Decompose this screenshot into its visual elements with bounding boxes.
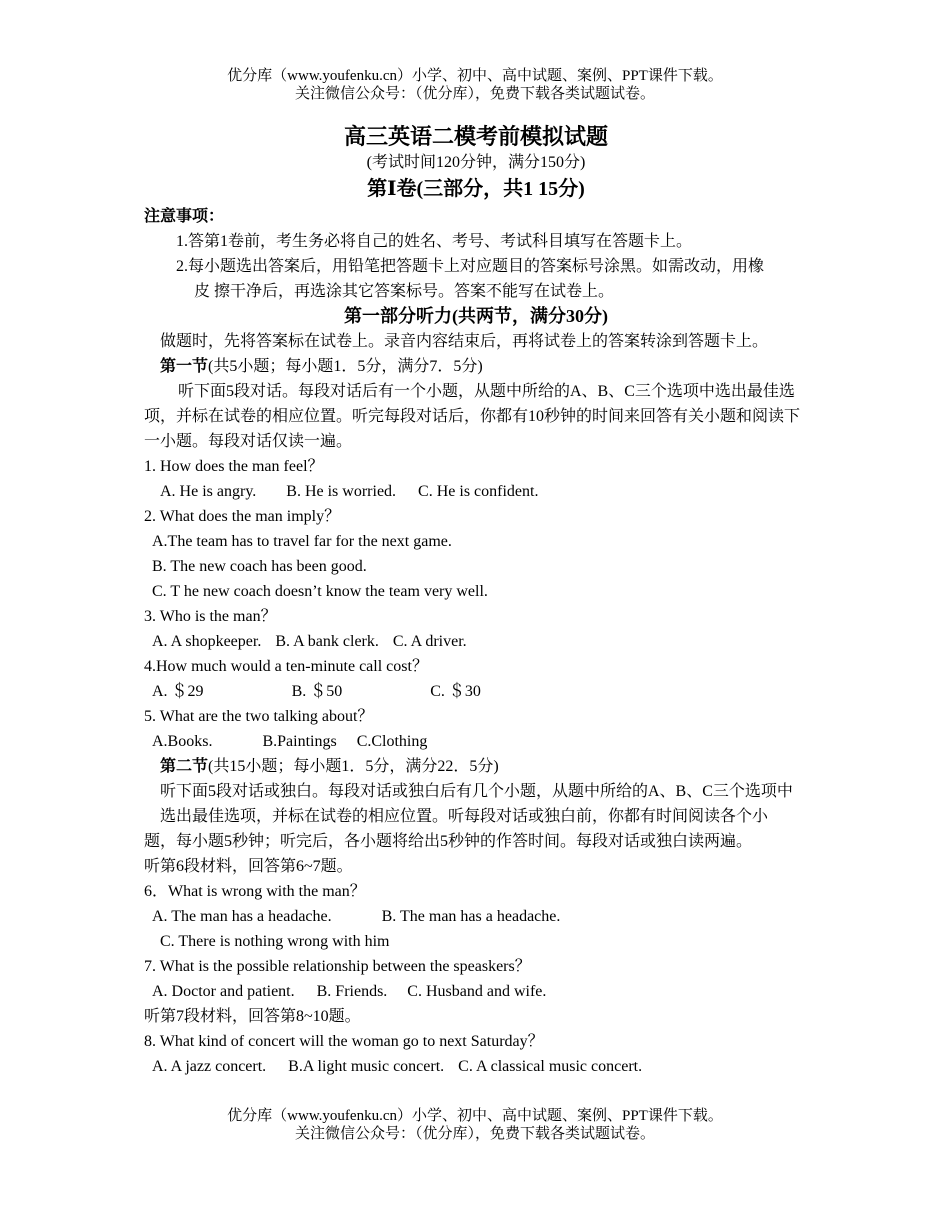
option-b: B. Friends. [316,983,388,1000]
option-b: B. The new coach has been good. [152,558,367,575]
question-7 [144,954,808,1004]
part1-title: 第一部分听力(共两节，满分30分) [344,306,608,326]
exam-content [144,120,808,1079]
option-c: C. Husband and wife. [407,983,547,1000]
header-line-1: 优分库（www.youfenku.cn）小学、初中、高中试题、案例、PPT课件下载。 [227,68,723,84]
page-footer [0,1107,950,1143]
section2-info: (共15小题；每小题1．5分，满分22．5分) [208,758,499,775]
section2-directions-line-2: 题，每小题5秒钟；听完后，各小题将给出5秒钟的作答时间。每段对话或独白读两遍。 [144,833,753,850]
option-c: C. T he new coach doesn’t know the team very well. [152,583,488,600]
question-stem: 8. What kind of concert will the woman go to next Saturday？ [144,1033,544,1050]
option-a: A. Doctor and patient. [152,983,295,1000]
question-options [144,729,808,754]
question-options [144,904,808,929]
question-stem: 4.How much would a ten-minute call cost？ [144,658,428,675]
question-options [144,479,808,504]
exam-title: 高三英语二模考前模拟试题 [343,124,608,149]
footer-line-1: 优分库（www.youfenku.cn）小学、初中、高中试题、案例、PPT课件下载。 [227,1108,723,1124]
option-b: B. ＄50 [291,683,343,700]
option-c: C.Clothing [356,733,428,750]
option-c: C. A driver. [392,633,467,650]
section1-label: 第一节 [160,358,209,375]
question-options [144,679,808,704]
question-2 [144,504,808,604]
option-a: A. The man has a headache. [152,908,332,925]
option-b: B. A bank clerk. [275,633,379,650]
volume-title: 第Ⅰ卷(三部分，共1 15分) [367,178,585,200]
question-options [144,1054,808,1079]
question-stem: 7. What is the possible relationship between the speaskers？ [144,958,531,975]
exam-subtitle: (考试时间120分钟，满分150分) [366,154,586,171]
option-a: A. ＄29 [152,683,204,700]
section1-directions: 听下面5段对话。每段对话后有一个小题，从题中所给的A、B、C三个选项中选出最佳选项，并标在试卷的相应位置。听完每段对话后，你都有10秒钟的时间来回答有关小题和阅读下一小题。每段对话仅读一遍。 [144,383,801,450]
option-b: B. The man has a headache. [381,908,561,925]
question-stem: 1. How does the man feel？ [144,458,324,475]
question-stem: 3. Who is the man？ [144,608,277,625]
header-line-2: 关注微信公众号：（优分库），免费下载各类试题试卷。 [294,86,655,102]
option-c: C. He is confident. [418,483,539,500]
question-8 [144,1029,808,1079]
notes-heading: 注意事项： [144,208,225,225]
option-c: C. ＄30 [430,683,481,700]
material-7-instruction: 听第7段材料，回答第8~10题。 [144,1008,361,1025]
section2-label: 第二节 [160,758,209,775]
question-6 [144,879,808,954]
part1-instruction: 做题时，先将答案标在试卷上。录音内容结束后，再将试卷上的答案转涂到答题卡上。 [160,333,769,350]
question-5 [144,704,808,754]
option-a: A. A jazz concert. [152,1058,267,1075]
question-options [144,979,808,1004]
option-c: C. A classical music concert. [458,1058,643,1075]
option-a: A. A shopkeeper. [152,633,262,650]
question-1 [144,454,808,504]
section2-directions-line-1: 听下面5段对话或独白。每段对话或独白后有几个小题，从题中所给的A、B、C三个选项中选出最佳选项，并标在试卷的相应位置。听每段对话或独白前，你都有时间阅读各个小 [160,783,793,825]
option-b: B. He is worried. [286,483,397,500]
option-a: A.Books. [152,733,213,750]
note-item-2-line-2: 皮 擦干净后，再选涂其它答案标号。答案不能写在试卷上。 [194,283,615,300]
page-header [0,67,950,103]
question-stem: 5. What are the two talking about？ [144,708,374,725]
option-b: B.Paintings [262,733,337,750]
question-stem: 2. What does the man imply？ [144,508,341,525]
option-b: B.A light music concert. [288,1058,445,1075]
section1-heading [144,354,808,379]
option-a: A. He is angry. [160,483,257,500]
material-6-instruction: 听第6段材料，回答第6~7题。 [144,858,353,875]
note-item-2-line-1: 2.每小题选出答案后，用铅笔把答题卡上对应题目的答案标号涂黑。如需改动，用橡 [176,258,765,275]
option-a: A.The team has to travel far for the next game. [152,533,452,550]
section2-heading [144,754,808,779]
question-4 [144,654,808,704]
question-3 [144,604,808,654]
note-item-1: 1.答第1卷前，考生务必将自己的姓名、考号、考试科目填写在答题卡上。 [176,233,693,250]
option-c: C. There is nothing wrong with him [160,933,390,950]
footer-line-2: 关注微信公众号：（优分库），免费下载各类试题试卷。 [294,1126,655,1142]
question-options [144,629,808,654]
section1-info: (共5小题；每小题1．5分，满分7．5分) [208,358,483,375]
question-stem: 6．What is wrong with the man？ [144,883,366,900]
